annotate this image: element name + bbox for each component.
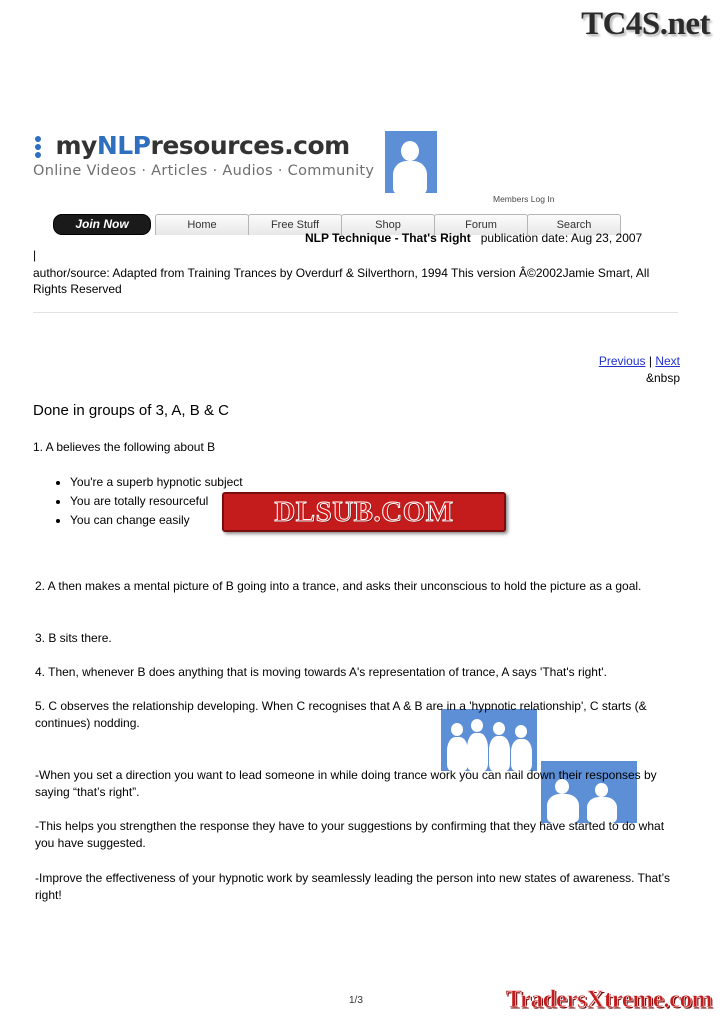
paragraph-step-3: 3. B sits there. bbox=[35, 631, 112, 645]
nav-tab-shop[interactable]: Shop bbox=[341, 214, 435, 235]
paragraph-note-2: -This helps you strengthen the response they have to your suggestions by confirming that they have started to do what you have suggested. bbox=[35, 819, 665, 850]
step-1-text: 1. A believes the following about B bbox=[33, 440, 216, 454]
pager-separator: | bbox=[648, 354, 652, 368]
article-pubdate: publication date: Aug 23, 2007 bbox=[480, 231, 643, 245]
dlsub-watermark: DLSUB.COM bbox=[222, 492, 506, 532]
logo-post: resources.com bbox=[150, 131, 350, 160]
article-title-line bbox=[305, 231, 642, 245]
nav-tab-forum[interactable]: Forum bbox=[434, 214, 528, 235]
nav-tab-home[interactable]: Home bbox=[155, 214, 249, 235]
header-divider bbox=[33, 312, 678, 313]
list-item: • You're a superb hypnotic subject bbox=[70, 473, 243, 492]
nav-tab-join-now[interactable]: Join Now bbox=[53, 214, 151, 235]
logo-pre: my bbox=[55, 131, 97, 160]
paragraph-step-2: 2. A then makes a mental picture of B going into a trance, and asks their unconscious to hold the picture as a goal. bbox=[35, 579, 642, 593]
tradersxtreme-watermark: TradersXtreme.com bbox=[505, 986, 712, 1013]
banner-photo-strip bbox=[385, 131, 637, 193]
logo-dots-icon bbox=[33, 133, 47, 159]
logo-text bbox=[55, 131, 349, 160]
nav-tab-search[interactable]: Search bbox=[527, 214, 621, 235]
paragraph-note-1: -When you set a direction you want to lead someone in while doing trance work you can nail down their responses by saying “that’s right”. bbox=[35, 768, 657, 799]
next-link[interactable]: Next bbox=[655, 354, 680, 368]
logo-mid: NLP bbox=[96, 131, 151, 160]
pipe-mark: | bbox=[33, 248, 37, 262]
site-logo[interactable] bbox=[33, 131, 378, 179]
tc4s-watermark: TC4S.net bbox=[581, 6, 710, 42]
article-title: NLP Technique - That's Right bbox=[305, 231, 471, 245]
list-item: • You are totally resourceful bbox=[70, 492, 243, 511]
logo-tagline: Online Videos · Articles · Audios · Community bbox=[33, 163, 375, 179]
members-log-in-link[interactable]: Members Log In bbox=[493, 194, 555, 204]
pager-nbsp-text: &nbsp bbox=[645, 371, 680, 385]
page-title: Done in groups of 3, A, B & C bbox=[33, 402, 229, 419]
page-number: 1/3 bbox=[349, 995, 363, 1006]
banner-photo-1 bbox=[385, 131, 437, 193]
previous-link[interactable]: Previous bbox=[598, 354, 646, 368]
beliefs-list bbox=[48, 473, 243, 530]
list-item: • You can change easily bbox=[70, 511, 243, 530]
article-author-source: author/source: Adapted from Training Trances by Overdurf & Silverthorn, 1994 This version Â©2002Jamie Smart, All Rights Reserved bbox=[33, 266, 650, 296]
paragraph-step-4: 4. Then, whenever B does anything that is moving towards A's representation of trance, A says 'That's right'. bbox=[35, 665, 607, 679]
paragraph-step-5: 5. C observes the relationship developing. When C recognises that A & B are in a 'hypnotic relationship', C starts (& continues) nodding. bbox=[35, 699, 647, 730]
paragraph-note-3: -Improve the effectiveness of your hypnotic work by seamlessly leading the person into new states of awareness. That’s right! bbox=[35, 871, 670, 902]
article-pager bbox=[599, 354, 680, 368]
nav-tab-free-stuff[interactable]: Free Stuff bbox=[248, 214, 342, 235]
